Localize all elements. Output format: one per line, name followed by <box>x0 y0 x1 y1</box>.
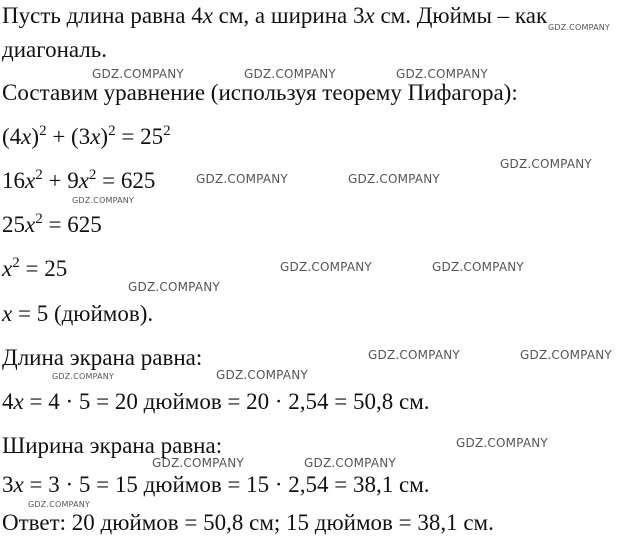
text: ) <box>100 124 109 149</box>
text: + (3 <box>46 124 91 149</box>
watermark: GDZ.COMPANY <box>280 260 372 274</box>
text: 25 <box>2 212 25 237</box>
line-length-heading: Длина экрана равна: <box>2 345 203 370</box>
text: = 4 · 5 = 20 дюймов = 20 · 2,54 = 50,8 см. <box>23 389 430 414</box>
line-width-heading: Ширина экрана равна: <box>2 433 223 458</box>
text: 3 <box>2 472 14 497</box>
equation-4 <box>2 256 67 282</box>
watermark: GDZ.COMPANY <box>72 196 135 205</box>
equation-1 <box>2 124 171 150</box>
watermark: GDZ.COMPANY <box>52 372 115 381</box>
watermark: GDZ.COMPANY <box>348 172 440 186</box>
text: (4 <box>2 124 22 149</box>
equation-2 <box>2 168 155 194</box>
text: = 5 (дюймов). <box>12 301 154 326</box>
watermark: GDZ.COMPANY <box>216 368 308 382</box>
variable: x <box>78 168 89 193</box>
watermark: GDZ.COMPANY <box>456 436 548 450</box>
watermark: GDZ.COMPANY <box>244 67 336 81</box>
equation-length <box>2 389 430 415</box>
variable: x <box>364 3 375 28</box>
exponent: 2 <box>163 123 171 139</box>
text: = 3 · 5 = 15 дюймов = 15 · 2,54 = 38,1 см. <box>23 472 430 497</box>
exponent: 2 <box>12 255 20 271</box>
text: ) <box>31 124 40 149</box>
variable: x <box>25 212 36 237</box>
text: 16 <box>2 168 25 193</box>
text: = 625 <box>42 212 102 237</box>
watermark: GDZ.COMPANY <box>196 172 288 186</box>
watermark: GDZ.COMPANY <box>128 280 220 294</box>
exponent: 2 <box>35 211 43 227</box>
variable: x <box>2 256 13 281</box>
exponent: 2 <box>39 123 47 139</box>
watermark: GDZ.COMPANY <box>92 67 184 81</box>
variable: x <box>21 124 32 149</box>
text: Пусть длина равна 4 <box>2 3 203 28</box>
text: = 25 <box>19 256 68 281</box>
text: = 625 <box>96 168 156 193</box>
watermark: GDZ.COMPANY <box>500 157 592 171</box>
text: = 25 <box>115 124 164 149</box>
variable: x <box>13 389 24 414</box>
line-1 <box>2 3 547 29</box>
exponent: 2 <box>88 167 97 183</box>
text: + 9 <box>42 168 79 193</box>
watermark: GDZ.COMPANY <box>396 67 488 81</box>
equation-width <box>2 472 430 498</box>
text: см, а ширина 3 <box>212 3 365 28</box>
equation-5 <box>2 301 153 327</box>
watermark: GDZ.COMPANY <box>28 500 91 509</box>
variable: x <box>13 472 24 497</box>
watermark: GDZ.COMPANY <box>548 23 611 32</box>
watermark: GDZ.COMPANY <box>520 348 612 362</box>
watermark: GDZ.COMPANY <box>368 348 460 362</box>
variable: x <box>90 124 101 149</box>
line-2: диагональ. <box>2 37 108 62</box>
variable: x <box>25 168 36 193</box>
exponent: 2 <box>35 167 43 183</box>
watermark: GDZ.COMPANY <box>152 456 244 470</box>
variable: x <box>202 3 213 28</box>
exponent: 2 <box>108 123 116 139</box>
text: 4 <box>2 389 14 414</box>
text: см. Дюймы – как <box>374 3 548 28</box>
line-3: Составим уравнение (используя теорему Пифагора): <box>2 80 518 105</box>
equation-3 <box>2 212 102 238</box>
variable: x <box>2 301 13 326</box>
watermark: GDZ.COMPANY <box>432 260 524 274</box>
watermark: GDZ.COMPANY <box>304 456 396 470</box>
answer-line: Ответ: 20 дюймов = 50,8 см; 15 дюймов = 38,1 см. <box>2 510 494 535</box>
